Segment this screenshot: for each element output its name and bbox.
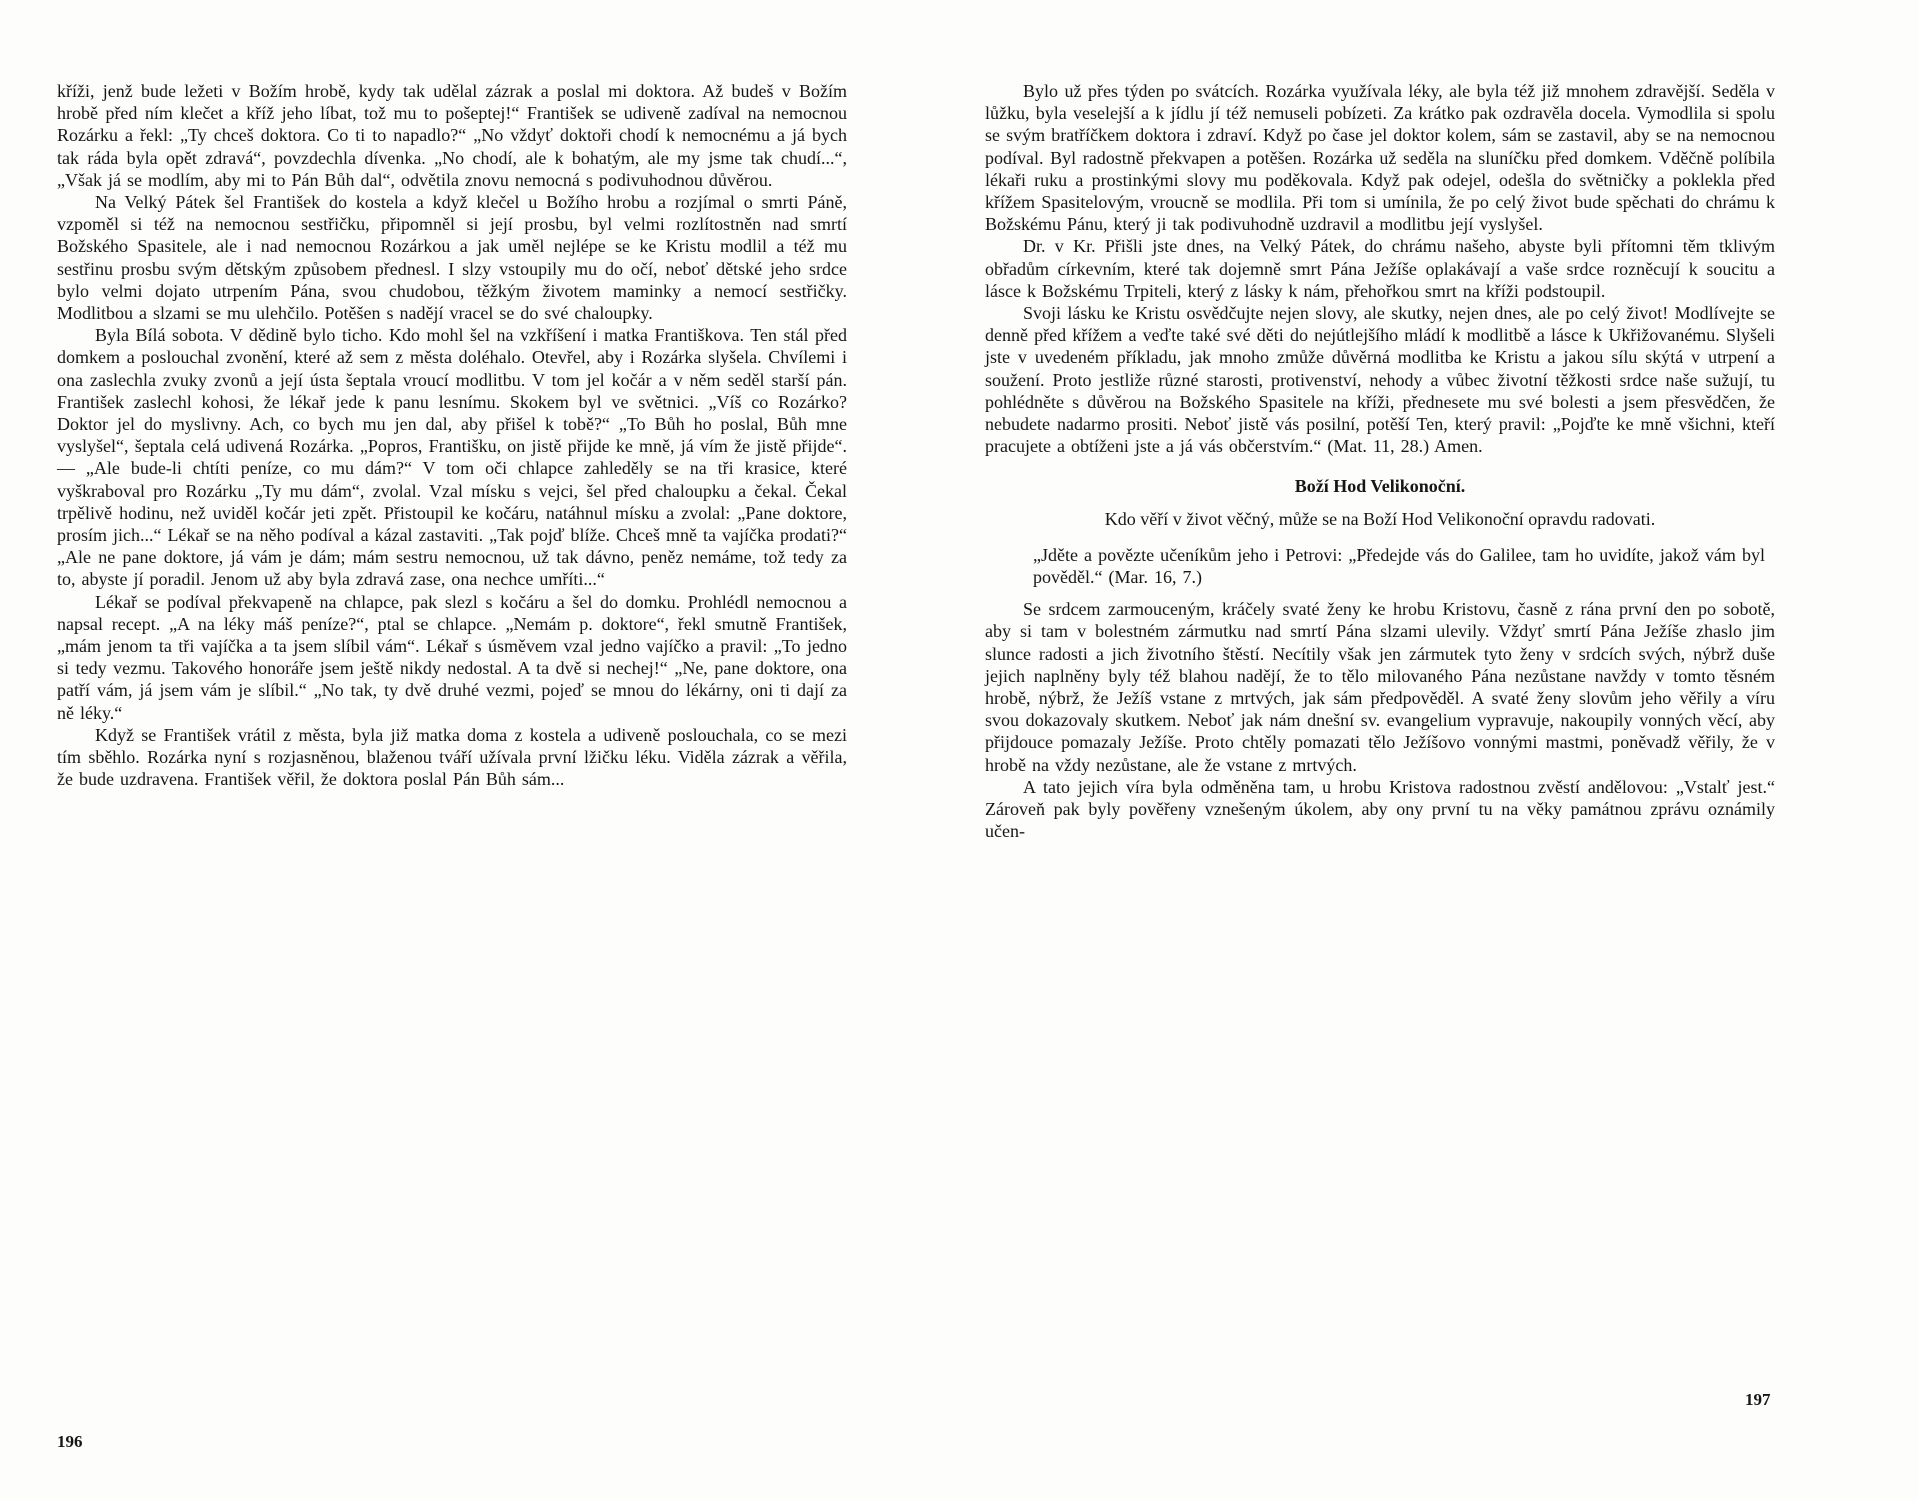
paragraph: Na Velký Pátek šel František do kostela a když klečel u Božího hrobu a rozjímal o smrti Páně, vzpoměl si též na nemocnou sestřičku, připomněl si její prosbu, byl velmi rozlítostněn nad smrtí Božského Spasitele, ale i nad nemocnou Rozárkou a jak uměl nejlépe se ke Kristu modlil a též mu sestřinu prosbu svým dětským způsobem přednesl. I slzy vstoupily mu do očí, neboť dětské jeho srdce bylo velmi dojato utrpením Pána, svou chudobou, těžkým životem maminky a nemocí sestřičky. Modlitbou a slzami se mu ulehčilo. Potěšen s nadějí vracel se do své chaloupky.	[57, 192, 847, 324]
paragraph: kříži, jenž bude ležeti v Božím hrobě, kydy tak udělal zázrak a poslal mi doktora. Až budeš v Božím hrobě před ním klečet a kříž jeho líbat, tož mu to pošeptej!“ František se udiveně zadíval na nemocnou Rozárku a řekl: „Ty chceš doktora. Co ti to napadlo?“ „No vždyť doktoři chodí k nemocnému a já bych tak ráda byla opět zdravá“, povzdechla dívenka. „No chodí, ale k bohatým, ale my jsme tak chudí...“, „Však já se modlím, aby mi to Pán Bůh dal“, odvětila znovu nemocná s podivuhodnou důvěrou.	[57, 81, 847, 190]
paragraph: Se srdcem zarmouceným, kráčely svaté ženy ke hrobu Kristovu, časně z rána první den po sobotě, aby si tam v bolestném zármutku nad smrtí Pána slzami ulevily. Vždyť smrtí Pána Ježíše zhaslo jim slunce radosti a jich životního štěstí. Necítily však jen zármutek tyto ženy v srdcích svých, nýbrž duše jejich naplněny byly též blahou nadějí, že to tělo milovaného Pána nezůstane navždy v tomto těsném hrobě, nýbrž, že Ježíš vstane z mrtvých, jak sám předpověděl. A svaté ženy slovům jeho věřily a víru svou dokazovaly skutkem. Neboť jak nám dnešní sv. evangelium vypravuje, nakoupily vonných věcí, aby přijdouce pomazaly Ježíše. Proto chtěly pomazati tělo Ježíšovo vonnými mastmi, poněvadž věřily, že v hrobě na vždy nezůstane, ale že vstane z mrtvých.	[985, 599, 1775, 775]
page-number-right: 197	[1745, 1390, 1771, 1409]
section-subheading: Kdo věří v život věčný, může se na Boží Hod Velikonoční opravdu radovati.	[1104, 508, 1656, 529]
right-page-top-paragraphs	[985, 80, 1775, 457]
paragraph: Když se František vrátil z města, byla již matka doma z kostela a udiveně poslouchala, co se mezi tím sběhlo. Rozárka nyní s rozjasněnou, blaženou tváří užívala první lžičku léku. Viděla zázrak a věřila, že bude uzdravena. František věřil, že doktora poslal Pán Bůh sám...	[57, 724, 847, 790]
scripture-quote: „Jděte a povězte učeníkům jeho i Petrovi: „Předejde vás do Galilee, tam ho uvidíte, jakož vám byl pověděl.“ (Mar. 16, 7.)	[1033, 544, 1765, 588]
section-heading: Boží Hod Velikonoční.	[1294, 476, 1466, 497]
paragraph: Lékař se podíval překvapeně na chlapce, pak slezl s kočáru a šel do domku. Prohlédl nemocnou a napsal recept. „A na léky máš peníze?“, ptal se chlapce. „Nemám p. doktore“, řekl smutně František, „mám jenom ta tři vajíčka a ta jsem slíbil vám“. Lékař s úsměvem vzal jedno vajíčko a pravil: „To jedno si tedy vezmu. Takového honoráře jsem ještě nikdy nedostal. A ta dvě si nechej!“ „Ne, pane doktore, ona patří vám, já jsem vám je slíbil.“ „No tak, ty dvě druhé vezmi, pojeď se mnou do lékárny, oni ti dají za ně léky.“	[57, 591, 847, 723]
page-number-left: 196	[57, 1432, 83, 1451]
paragraph: A tato jejich víra byla odměněna tam, u hrobu Kristova radostnou zvěstí andělovou: „Vstalť jest.“ Zároveň pak byly pověřeny vznešeným úkolem, aby ony první tu na věky památnou zprávu oznámily učen-	[985, 776, 1775, 842]
paragraph: Svoji lásku ke Kristu osvědčujte nejen slovy, ale skutky, nejen dnes, ale po celý život! Modlívejte se denně před křížem a veďte také své děti do nejútlejšího mládí k modlitbě a lásce k Ukřižovanému. Slyšeli jste v uvedeném příkladu, jak mnoho zmůže důvěrná modlitba ke Kristu a jakou sílu skýtá v utrpení a soužení. Proto jestliže různé starosti, protivenství, nehody a vůbec životní těžkosti srdce naše sužují, tu pohlédněte s důvěrou na Božského Spasitele na kříži, přednesete mu své bolesti a jsem přesvědčen, že nebudete nadarmo prositi. Neboť jistě vás posilní, potěší Ten, který pravil: „Pojďte ke mně všichni, kteří pracujete a obtíženi jste a já vás občerstvím.“ (Mat. 11, 28.) Amen.	[985, 303, 1775, 457]
paragraph: Bylo už přes týden po svátcích. Rozárka využívala léky, ale byla též již mnohem zdravější. Seděla v lůžku, byla veselejší a k jídlu jí též nemuseli pobízeti. Za krátko pak ozdravěla docela. Vymodlila si spolu se svým bratříčkem doktora i zdraví. Když po čase jel doktor kolem, sám se zastavil, aby se na nemocnou podíval. Byl radostně překvapen a potěšen. Rozárka už seděla na sluníčku před domkem. Vděčně políbila lékaři ruku a prostinkými slovy mu poděkovala. Když pak odejel, odešla do světničky a poklekla před křížem Spasitelovým, vroucně se modlila. Při tom si umínila, že po celý život bude spěchati do chrámu k Božskému Pánu, který ji tak podivuhodně uzdravil a modlitbu její vyslyšel.	[985, 81, 1775, 235]
paragraph: Byla Bílá sobota. V dědině bylo ticho. Kdo mohl šel na vzkříšení i matka Františkova. Ten stál před domkem a poslouchal zvonění, které až sem z města doléhalo. Otevřel, aby i Rozárka slyšela. Chvílemi i ona zaslechla zvuky zvonů a její ústa šeptala vroucí modlitbu. V tom jel kočár a v něm seděl starší pán. František zaslechl kohosi, že lékař jede k panu lesnímu. Skokem byl ve světnici. „Víš co Rozárko? Doktor jel do myslivny. Ach, co bych mu jen dal, aby přišel k tobě?“ „To Bůh ho poslal, Bůh mne vyslyšel“, šeptala celá udivená Rozárka. „Popros, Františku, on jistě přijde ke mně, já vím že jistě přijde“. — „Ale bude-li chtíti peníze, co mu dám?“ V tom oči chlapce zahleděly se na tři krasice, které vyškraboval pro Rozárku „Ty mu dám“, zvolal. Vzal mísku s vejci, šel před chaloupku a čekal. Čekal trpělivě hodinu, než uviděl kočár jeti zpět. Přistoupil ke kočáru, natáhnul mísku a zvolal: „Pane doktore, prosím jich...“ Lékař se na něho podíval a kázal zastaviti. „Tak pojď blíže. Chceš mně ta vajíčka prodati?“ „Ale ne pane doktore, já vám je dám; mám sestru nemocnou, už tak dávno, peněz nemáme, tož tedy za to, abyste jí poradil. Jenom už aby byla zdravá zase, ona nechce umříti...“	[57, 325, 847, 590]
paragraph: Dr. v Kr. Přišli jste dnes, na Velký Pátek, do chrámu našeho, abyste byli přítomni těm tklivým obřadům církevním, které tak dojemně smrt Pána Ježíše oplakávají a vaše srdce rozněcují k soucitu a lásce k Božskému Trpiteli, který z lásky k nám, přehořkou smrt na kříži podstoupil.	[985, 236, 1775, 301]
left-page-text-column	[57, 80, 847, 791]
right-page-bottom-paragraphs	[985, 598, 1775, 842]
right-page-text-column	[985, 80, 1775, 843]
